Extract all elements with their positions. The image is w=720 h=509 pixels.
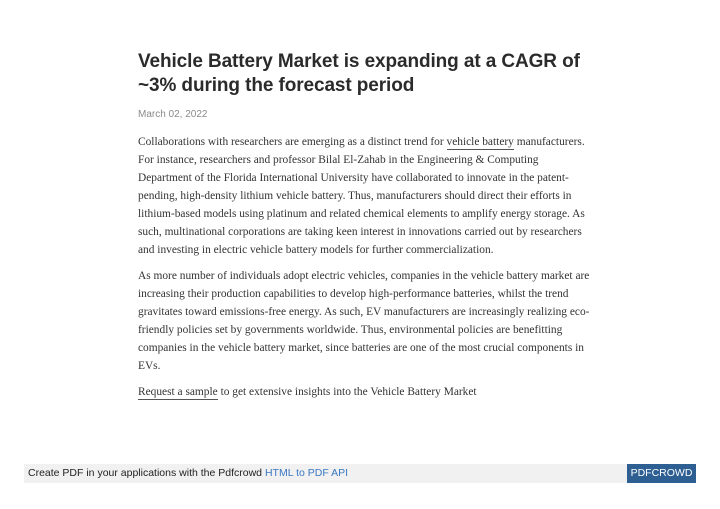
footer-label: Create PDF in your applications with the Pdfcrowd	[28, 467, 265, 479]
publish-date: March 02, 2022	[138, 109, 208, 120]
article-title: Vehicle Battery Market is expanding at a CAGR of ~3% during the forecast period	[138, 51, 580, 96]
article	[138, 50, 590, 401]
pdfcrowd-footer	[24, 464, 696, 483]
pdfcrowd-badge[interactable]: PDFCROWD	[627, 464, 696, 483]
paragraph-1-body: manufacturers. For instance, researchers and professor Bilal El-Zahab in the Engineering & Computing Department of the Florida International University have collaborated to innovate in the patent-pending, high-density lithium vehicle battery. Thus, manufacturers should direct their efforts in lithium-based models using platinum and related chemical elements to amplify energy storage. As such, multinational corporations are taking keen interest in innovations carried out by researchers and investing in electric vehicle battery models for further commercialization.	[138, 136, 585, 256]
request-sample-link[interactable]: Request a sample	[138, 386, 218, 398]
paragraph-2: As more number of individuals adopt electric vehicles, companies in the vehicle battery market are increasing their production capabilities to develop high-performance batteries, whilst the trend gravitates toward emissions-free energy. As such, EV manufacturers are increasingly realizing eco-friendly policies set by governments worldwide. Thus, environmental policies are benefitting companies in the vehicle battery market, since batteries are one of the most crucial components in EVs.	[138, 270, 590, 372]
footer-text	[28, 467, 348, 480]
paragraph-1	[138, 133, 590, 259]
paragraph-3	[138, 383, 590, 401]
paragraph-1-intro: Collaborations with researchers are emerging as a distinct trend for	[138, 136, 447, 148]
vehicle-battery-link[interactable]: vehicle battery	[446, 136, 514, 148]
paragraph-3-body: to get extensive insights into the Vehicle Battery Market	[217, 386, 477, 398]
html-to-pdf-api-link[interactable]: HTML to PDF API	[264, 467, 348, 479]
